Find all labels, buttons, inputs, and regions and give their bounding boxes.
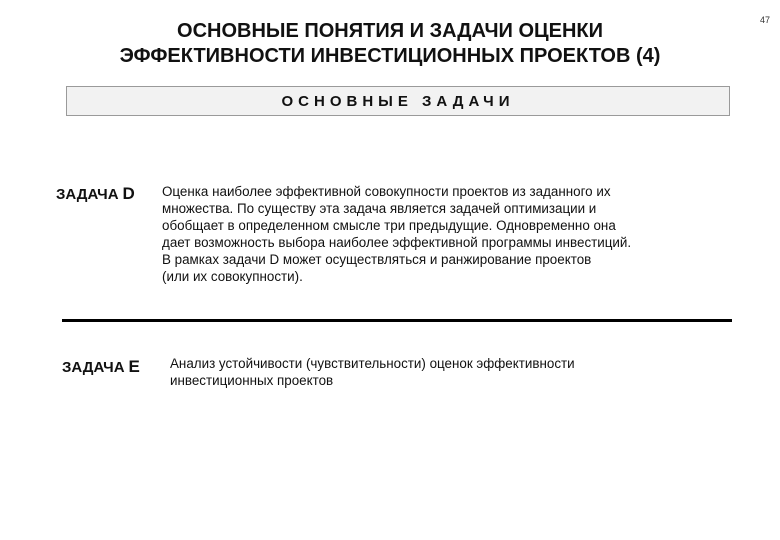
task-e-label-word: ЗАДАЧА	[62, 359, 125, 376]
page-title-line-2: ЭФФЕКТИВНОСТИ ИНВЕСТИЦИОННЫХ ПРОЕКТОВ (4)	[119, 45, 661, 67]
page-title-line-1: ОСНОВНЫЕ ПОНЯТИЯ И ЗАДАЧИ ОЦЕНКИ	[177, 20, 603, 42]
page-number: 47	[759, 15, 770, 25]
task-d-line: множества. По существу эта задача является задачей оптимизации и	[162, 201, 597, 216]
task-d-line: В рамках задачи D может осуществляться и ранжирование проектов	[162, 252, 592, 267]
task-d-line: (или их совокупности).	[162, 269, 303, 284]
task-e-letter: E	[128, 357, 140, 376]
task-d-label-word: ЗАДАЧА	[56, 186, 119, 203]
section-header: ОСНОВНЫЕ ЗАДАЧИ	[281, 92, 515, 110]
task-e-description	[170, 355, 575, 389]
task-e-line: Анализ устойчивости (чувствительности) оценок эффективности	[170, 356, 575, 371]
section-header-box	[66, 86, 730, 116]
page-title	[0, 19, 780, 69]
task-e-label	[62, 357, 140, 377]
task-d-line: обобщает в определенном смысле три предыдущие. Одновременно она	[162, 218, 616, 233]
task-d-line: дает возможность выбора наиболее эффективной программы инвестиций.	[162, 235, 632, 250]
section-divider	[62, 319, 732, 322]
task-d-letter: D	[122, 184, 135, 203]
task-d-description	[162, 183, 631, 285]
task-e-line: инвестиционных проектов	[170, 373, 334, 388]
task-d-line: Оценка наиболее эффективной совокупности проектов из заданного их	[162, 184, 611, 199]
task-d-label	[56, 184, 135, 204]
